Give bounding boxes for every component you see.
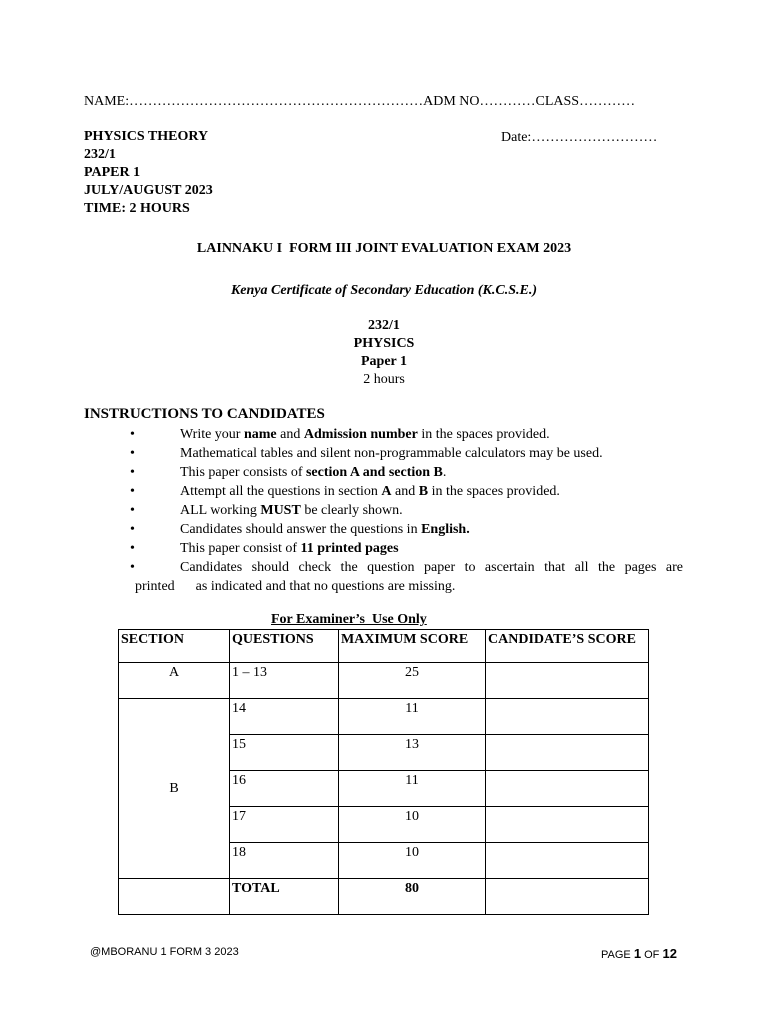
date-line: Date:……………………… [501, 130, 658, 145]
total-label: TOTAL [230, 879, 339, 915]
bullet-icon: • [130, 465, 135, 480]
max-score-cell: 25 [339, 663, 486, 699]
paper-block-duration: 2 hours [363, 372, 405, 387]
paper-block-paper: Paper 1 [360, 354, 407, 369]
max-score-cell: 10 [339, 843, 486, 879]
empty-cell [119, 879, 230, 915]
table-row [119, 663, 649, 699]
bullet-icon: • [130, 427, 135, 442]
exam-time: TIME: 2 HOURS [84, 201, 190, 216]
exam-title: LAINNAKU I FORM III JOINT EVALUATION EXAM 2023 [196, 241, 572, 256]
question-cell: 14 [230, 699, 339, 735]
paper-number: PAPER 1 [84, 165, 141, 180]
max-score-cell: 11 [339, 771, 486, 807]
candidate-score-cell[interactable] [486, 843, 649, 879]
instructions-heading: INSTRUCTIONS TO CANDIDATES [84, 406, 325, 422]
header-maximum-score: MAXIMUM SCORE [339, 630, 486, 663]
question-cell: 16 [230, 771, 339, 807]
bullet-icon: • [130, 446, 135, 461]
header-section: SECTION [119, 630, 230, 663]
table-caption: For Examiner’s Use Only [271, 612, 427, 627]
bullet-icon: • [130, 560, 135, 575]
list-item: • Candidates should check the question paper to ascertain that all the pages are [130, 560, 683, 575]
bullet-icon: • [130, 484, 135, 499]
candidate-score-cell[interactable] [486, 735, 649, 771]
candidate-score-cell[interactable] [486, 807, 649, 843]
question-cell: 15 [230, 735, 339, 771]
candidate-score-cell[interactable] [486, 771, 649, 807]
total-candidate-score-cell[interactable] [486, 879, 649, 915]
candidate-score-cell[interactable] [486, 663, 649, 699]
question-cell: 17 [230, 807, 339, 843]
table-header-row [119, 630, 649, 663]
subject-title: PHYSICS THEORY [84, 129, 209, 144]
max-score-cell: 13 [339, 735, 486, 771]
bullet-icon: • [130, 503, 135, 518]
section-cell: B [119, 699, 230, 879]
table-row [119, 699, 649, 735]
section-cell: A [119, 663, 230, 699]
question-cell: 18 [230, 843, 339, 879]
exam-session: JULY/AUGUST 2023 [84, 183, 213, 198]
list-item: • ALL working MUST be clearly shown. [130, 503, 403, 518]
page-indicator: PAGE 1 OF 12 [601, 946, 677, 961]
list-item: • Attempt all the questions in section A and B in the spaces provided. [130, 484, 560, 499]
header-candidate-score: CANDIDATE’S SCORE [486, 630, 649, 663]
header-questions: QUESTIONS [230, 630, 339, 663]
footer-left: @MBORANU 1 FORM 3 2023 [90, 946, 239, 958]
name-adm-class-line: NAME:………………………………………………………ADM NO…………CLASS………… [84, 94, 636, 109]
bullet-icon: • [130, 541, 135, 556]
list-item-continuation: printed as indicated and that no questions are missing. [135, 579, 456, 594]
total-max-score: 80 [339, 879, 486, 915]
paper-block-code: 232/1 [368, 318, 400, 333]
candidate-score-cell[interactable] [486, 699, 649, 735]
paper-code: 232/1 [84, 147, 116, 162]
table-total-row [119, 879, 649, 915]
list-item: • This paper consist of 11 printed pages [130, 541, 399, 556]
question-cell: 1 – 13 [230, 663, 339, 699]
max-score-cell: 11 [339, 699, 486, 735]
max-score-cell: 10 [339, 807, 486, 843]
list-item: • This paper consists of section A and section B. [130, 465, 447, 480]
paper-block-subject: PHYSICS [353, 336, 415, 351]
list-item: • Mathematical tables and silent non-programmable calculators may be used. [130, 446, 603, 461]
certificate-title: Kenya Certificate of Secondary Education (K.C.S.E.) [230, 283, 538, 298]
bullet-icon: • [130, 522, 135, 537]
examiner-score-table [118, 629, 649, 915]
instructions-list [130, 425, 683, 596]
list-item: • Candidates should answer the questions in English. [130, 522, 470, 537]
list-item: • Write your name and Admission number in the spaces provided. [130, 427, 550, 442]
